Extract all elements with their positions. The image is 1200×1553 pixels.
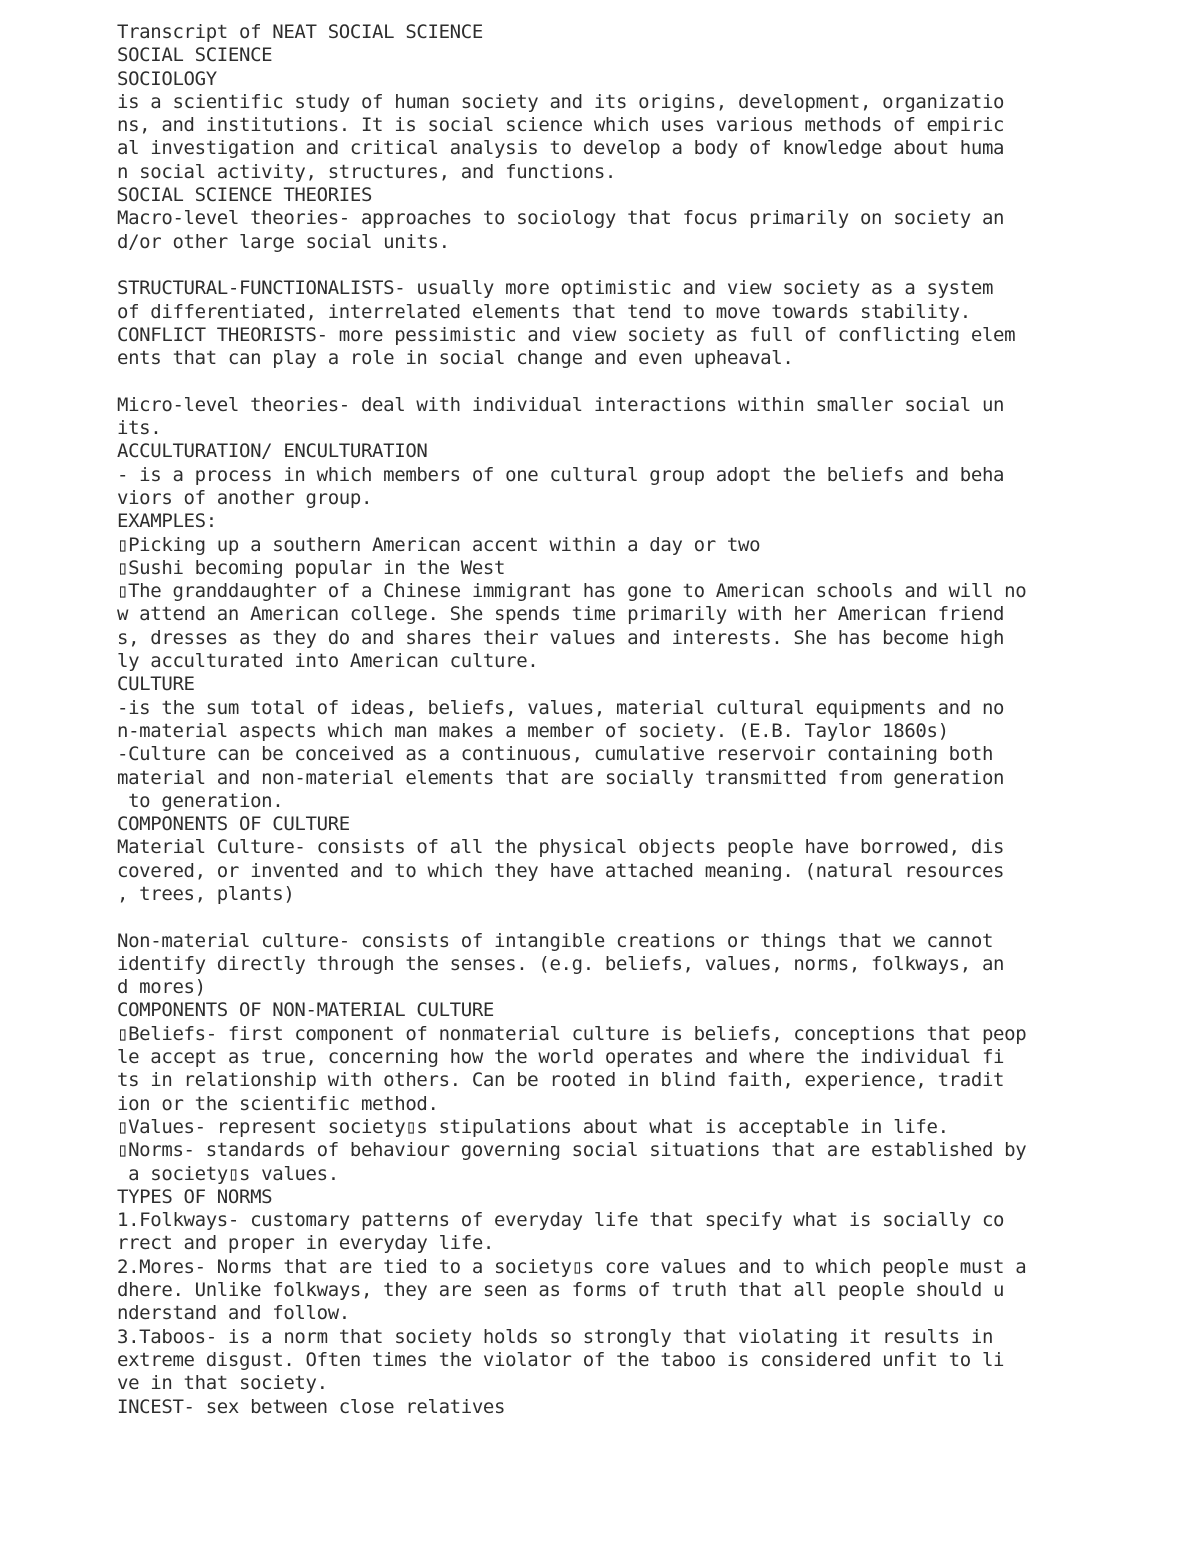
blank-line: [117, 906, 1117, 929]
text-line: Material Culture- consists of all the physical objects people have borrowed, dis: [117, 836, 1005, 859]
text-line: -Culture can be conceived as a continuous, cumulative reservoir containing both: [117, 743, 994, 766]
list-item: ▯Values- represent society▯s stipulations about what is acceptable in life.: [117, 1115, 949, 1138]
list-item: 3.Taboos- is a norm that society holds so strongly that violating it results in: [117, 1325, 994, 1348]
text-line: d mores): [117, 976, 206, 999]
text-line: n-material aspects which man makes a member of society. (E.B. Taylor 1860s): [117, 719, 949, 742]
document-title: Transcript of NEAT SOCIAL SCIENCE: [117, 21, 483, 43]
text-line: ve in that society.: [117, 1372, 328, 1395]
text-line: w attend an American college. She spends time primarily with her American friend: [117, 603, 1005, 626]
text-line: n social activity, structures, and functions.: [117, 160, 617, 183]
text-line: CONFLICT THEORISTS- more pessimistic and view society as full of conflicting elem: [117, 323, 1016, 346]
text-line: , trees, plants): [117, 882, 295, 905]
section-heading: SOCIOLOGY: [117, 67, 217, 90]
section-heading: SOCIAL SCIENCE: [117, 44, 273, 67]
text-line: ly acculturated into American culture.: [117, 650, 539, 673]
text-line: s, dresses as they do and shares their values and interests. She has become high: [117, 626, 1005, 649]
text-line: ion or the scientific method.: [117, 1092, 439, 1115]
text-line: its.: [117, 417, 162, 440]
list-item: 1.Folkways- customary patterns of everyday life that specify what is socially co: [117, 1209, 1005, 1232]
section-heading: ACCULTURATION/ ENCULTURATION: [117, 440, 428, 463]
text-line: material and non-material elements that are socially transmitted from generation: [117, 766, 1005, 789]
text-line: d/or other large social units.: [117, 230, 450, 253]
text-line: extreme disgust. Often times the violator of the taboo is considered unfit to li: [117, 1348, 1005, 1371]
section-heading: COMPONENTS OF CULTURE: [117, 813, 350, 836]
list-item: ▯Beliefs- first component of nonmaterial culture is beliefs, conceptions that peop: [117, 1022, 1027, 1045]
section-heading: COMPONENTS OF NON-MATERIAL CULTURE: [117, 999, 495, 1022]
blank-line: [117, 370, 1117, 393]
list-item: ▯The granddaughter of a Chinese immigrant has gone to American schools and will no: [117, 580, 1027, 603]
text-line: viors of another group.: [117, 486, 373, 509]
section-heading: TYPES OF NORMS: [117, 1185, 273, 1208]
section-heading: SOCIAL SCIENCE THEORIES: [117, 184, 373, 207]
text-line: Micro-level theories- deal with individual interactions within smaller social un: [117, 393, 1005, 416]
section-heading: EXAMPLES:: [117, 510, 217, 533]
text-line: al investigation and critical analysis to develop a body of knowledge about huma: [117, 137, 1005, 160]
section-heading: CULTURE: [117, 673, 195, 696]
text-line: ents that can play a role in social change and even upheaval.: [117, 347, 794, 370]
list-item: ▯Picking up a southern American accent within a day or two: [117, 533, 761, 556]
text-line: covered, or invented and to which they have attached meaning. (natural resources: [117, 859, 1005, 882]
text-line: to generation.: [117, 789, 284, 812]
text-line: INCEST- sex between close relatives: [117, 1395, 506, 1418]
text-line: STRUCTURAL-FUNCTIONALISTS- usually more optimistic and view society as a system: [117, 277, 994, 300]
text-line: ts in relationship with others. Can be rooted in blind faith, experience, tradit: [117, 1069, 1005, 1092]
text-line: ns, and institutions. It is social science which uses various methods of empiric: [117, 114, 1005, 137]
text-line: rrect and proper in everyday life.: [117, 1232, 495, 1255]
text-line: identify directly through the senses. (e.g. beliefs, values, norms, folkways, an: [117, 952, 1005, 975]
text-line: nderstand and follow.: [117, 1302, 350, 1325]
list-item: ▯Sushi becoming popular in the West: [117, 556, 506, 579]
list-item: ▯Norms- standards of behaviour governing social situations that are established by: [117, 1139, 1027, 1162]
text-line: - is a process in which members of one cultural group adopt the beliefs and beha: [117, 463, 1005, 486]
text-line: Non-material culture- consists of intangible creations or things that we cannot: [117, 929, 994, 952]
text-line: of differentiated, interrelated elements that tend to move towards stability.: [117, 300, 971, 323]
document-page: [117, 21, 1117, 1419]
text-line: -is the sum total of ideas, beliefs, values, material cultural equipments and no: [117, 696, 1005, 719]
list-item: 2.Mores- Norms that are tied to a society▯s core values and to which people must a: [117, 1255, 1027, 1278]
text-line: le accept as true, concerning how the world operates and where the individual fi: [117, 1046, 1005, 1069]
text-line: a society▯s values.: [117, 1162, 339, 1185]
text-line: is a scientific study of human society and its origins, development, organizatio: [117, 90, 1005, 113]
text-line: Macro-level theories- approaches to sociology that focus primarily on society an: [117, 207, 1005, 230]
blank-line: [117, 254, 1117, 277]
text-line: dhere. Unlike folkways, they are seen as forms of truth that all people should u: [117, 1279, 1005, 1302]
